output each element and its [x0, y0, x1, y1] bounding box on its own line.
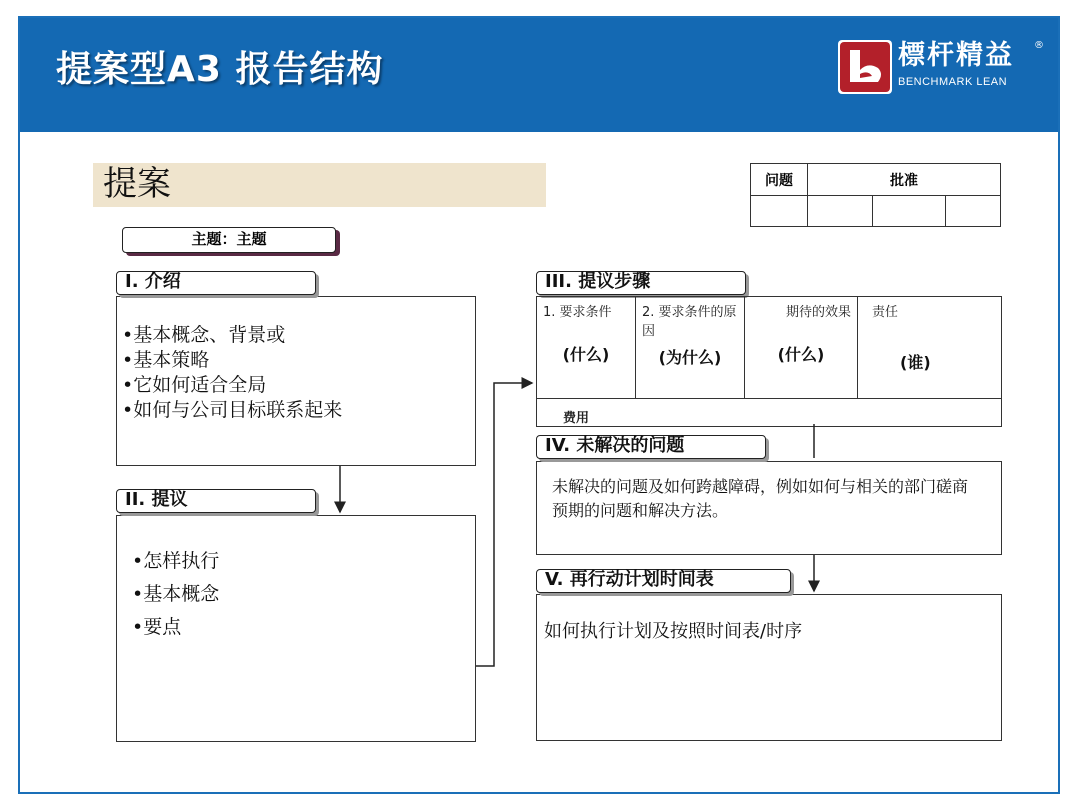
steps-col-header: 2. 要求条件的原因 — [642, 305, 737, 339]
plan-box — [536, 594, 1002, 741]
intro-bullet: •它如何适合全局 — [122, 374, 267, 396]
registered-mark: ® — [1034, 40, 1044, 51]
unresolved-title: IV. 未解决的问题 — [536, 435, 766, 459]
plan-title: V. 再行动计划时间表 — [536, 569, 791, 593]
logo-mark-icon — [838, 40, 892, 94]
steps-col-what: (什么) — [777, 345, 825, 364]
intro-title: I. 介绍 — [116, 271, 316, 295]
proposal-label: 提案 — [103, 164, 171, 204]
steps-col-header: 责任 — [872, 305, 899, 320]
approval-cell — [946, 196, 1001, 227]
plan-text: 如何执行计划及按照时间表/时序 — [544, 621, 803, 642]
steps-cost: 费用 — [537, 399, 1002, 427]
approval-cell — [751, 196, 808, 227]
intro-bullet: •基本概念、背景或 — [122, 324, 286, 346]
proposal-title: II. 提议 — [116, 489, 316, 513]
unresolved-text: 未解决的问题及如何跨越障碍，例如如何与相关的部门磋商预期的问题和解决方法。 — [552, 477, 969, 520]
approval-table — [750, 163, 1001, 227]
steps-col-header: 期待的效果 — [785, 305, 851, 320]
logo-english-text: BENCHMARK LEAN — [898, 76, 1008, 88]
approval-header-issue: 问题 — [751, 164, 808, 196]
intro-bullet: •如何与公司目标联系起来 — [122, 399, 343, 421]
subject-tag: 主题：主题 — [122, 227, 336, 253]
proposal-bullet: •要点 — [132, 616, 182, 638]
steps-title: III. 提议步骤 — [536, 271, 746, 295]
approval-cell — [873, 196, 946, 227]
steps-table — [536, 296, 1002, 427]
slide-title: 提案型A3 报告结构 — [56, 49, 384, 90]
steps-col-what: (谁) — [900, 353, 931, 372]
steps-col-reason — [636, 297, 745, 399]
steps-col-requirement — [537, 297, 636, 399]
proposal-bullet: •怎样执行 — [132, 550, 220, 572]
steps-col-effect — [745, 297, 858, 399]
proposal-bullet: •基本概念 — [132, 583, 220, 605]
approval-header-approve: 批准 — [808, 164, 1001, 196]
logo-chinese-text: 標杆精益 — [898, 40, 1014, 71]
company-logo — [838, 40, 1044, 96]
steps-col-header: 1. 要求条件 — [543, 305, 612, 320]
intro-bullet: •基本策略 — [122, 349, 210, 371]
steps-col-what: (为什么) — [658, 348, 722, 367]
approval-cell — [808, 196, 873, 227]
steps-col-owner — [858, 297, 1002, 399]
steps-col-what: (什么) — [562, 345, 610, 364]
intro-bullets — [122, 323, 342, 423]
proposal-bullets — [132, 545, 219, 644]
